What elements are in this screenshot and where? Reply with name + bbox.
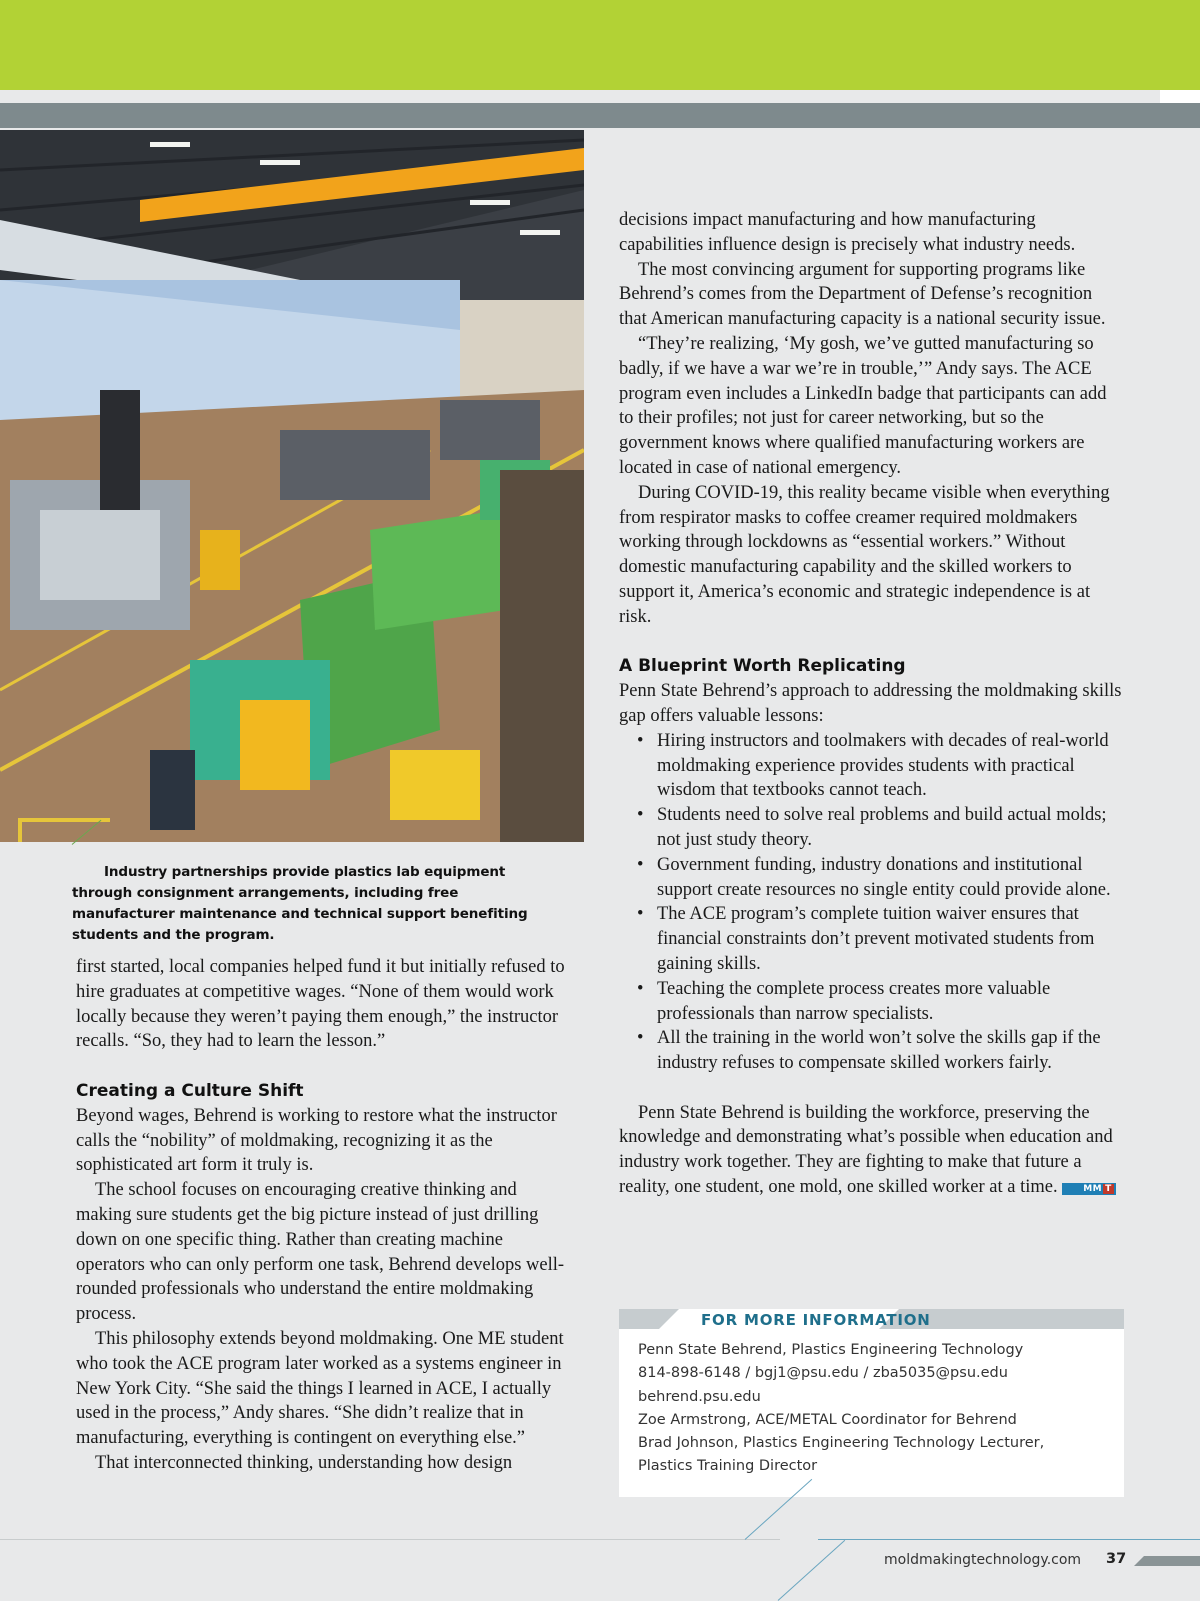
header-accent-band (0, 0, 1200, 90)
info-box-lines (638, 1339, 1118, 1479)
header-gray-band (0, 103, 1200, 128)
left-paragraph: This philosophy extends beyond moldmaking. One ME student who took the ACE program later worked as a systems engineer in New York City. “She said the things I learned in ACE, I actually used in the process,” Andy shares. “She didn’t realize that in manufacturing, everything is contingent on everything else.” (76, 1328, 564, 1449)
info-line: Penn State Behrend, Plastics Engineering Technology (638, 1342, 1024, 1358)
right-paragraph: Penn State Behrend’s approach to addressing the moldmaking skills gap offers valuable lessons: (619, 681, 1122, 726)
header-band-notch (1160, 90, 1200, 103)
footer-diagonal (778, 1540, 846, 1601)
info-line: Plastics Training Director (638, 1458, 818, 1475)
info-line: 814-898-6148 / bgj1@psu.edu / zba5035@psu.edu (638, 1365, 1008, 1382)
section-heading: A Blueprint Worth Replicating (619, 656, 906, 677)
footer-bar (1134, 1556, 1200, 1566)
plastics-lab-photo (0, 130, 584, 842)
left-column (76, 955, 576, 1476)
more-info-box (619, 1309, 1124, 1497)
right-paragraph: The most convincing argument for supporting programs like Behrend’s comes from the Department of Defense’s recognition that American manufacturing capacity is a national security issue. (619, 259, 1106, 330)
right-paragraph: During COVID-19, this reality became visible when everything from respirator masks to coffee creamer required moldmakers working through lockdowns as “essential workers.” Without domestic manufacturing capability and the skilled workers to support it, America’s economic and strategic independence is at risk. (619, 482, 1110, 627)
photo-caption: Industry partnerships provide plastics lab equipment through consignment arrangements, including free manufacturer maintenance and technical support benefiting students and the program. (72, 864, 528, 943)
right-paragraph: “They’re realizing, ‘My gosh, we’ve gutted manufacturing so badly, if we have a war we’re in trouble,’” Andy says. The ACE program even includes a LinkedIn badge that participants can add to their profiles; not just for career networking, but so the government knows where qualified manufacturing workers are located in case of national emergency. (619, 333, 1107, 478)
list-item: • Teaching the complete process creates more valuable professionals than narrow specialists. (657, 977, 1124, 1027)
page-number: 37 (1106, 1551, 1127, 1567)
list-item: • Students need to solve real problems and build actual molds; not just study theory. (657, 803, 1124, 853)
closing-text: Penn State Behrend is building the workforce, preserving the knowledge and demonstrating what’s possible when education and industry work together. They are fighting to make that future a reality, one student, one mold, one skilled worker at a time. (619, 1102, 1113, 1198)
left-paragraph: That interconnected thinking, understanding how design (95, 1452, 513, 1473)
footer-accent-rule (818, 1539, 1200, 1540)
info-box-title: FOR MORE INFORMATION (701, 1311, 931, 1329)
left-paragraph: Beyond wages, Behrend is working to restore what the instructor calls the “nobility” of moldmaking, recognizing it as the sophisticated art form it truly is. (76, 1105, 557, 1176)
end-mark-logo: MM T (1062, 1183, 1116, 1195)
list-item: • All the training in the world won’t solve the skills gap if the industry refuses to compensate skilled workers fairly. (657, 1026, 1124, 1076)
footer-rule (0, 1539, 780, 1540)
right-paragraph (619, 1101, 1124, 1200)
list-item: • Government funding, industry donations and institutional support create resources no single entity could provide alone. (657, 853, 1124, 903)
info-line: Brad Johnson, Plastics Engineering Technology Lecturer, (638, 1435, 1045, 1452)
list-item: • The ACE program’s complete tuition waiver ensures that financial constraints don’t prevent motivated students from gaining skills. (657, 902, 1124, 976)
info-line: Zoe Armstrong, ACE/METAL Coordinator for Behrend (638, 1411, 1017, 1428)
right-column (619, 208, 1124, 1200)
list-item: • Hiring instructors and toolmakers with decades of real-world moldmaking experience provides students with practical wisdom that textbooks cannot teach. (657, 729, 1124, 803)
lessons-list (619, 729, 1124, 1076)
section-heading: Creating a Culture Shift (76, 1080, 304, 1101)
left-paragraph: first started, local companies helped fund it but initially refused to hire graduates at competitive wages. “None of them would work locally because they weren’t paying them enough,” the instructor recalls. “So, they had to learn the lesson.” (76, 957, 565, 1052)
footer-url: moldmakingtechnology.com (884, 1552, 1082, 1568)
right-paragraph: decisions impact manufacturing and how manufacturing capabilities influence design is precisely what industry needs. (619, 210, 1076, 255)
left-paragraph: The school focuses on encouraging creative thinking and making sure students get the big picture instead of just drilling down on one specific thing. Rather than creating machine operators who can only perform one task, Behrend develops well-rounded professionals who understand the entire moldmaking process. (76, 1180, 565, 1325)
info-line: behrend.psu.edu (638, 1388, 761, 1405)
